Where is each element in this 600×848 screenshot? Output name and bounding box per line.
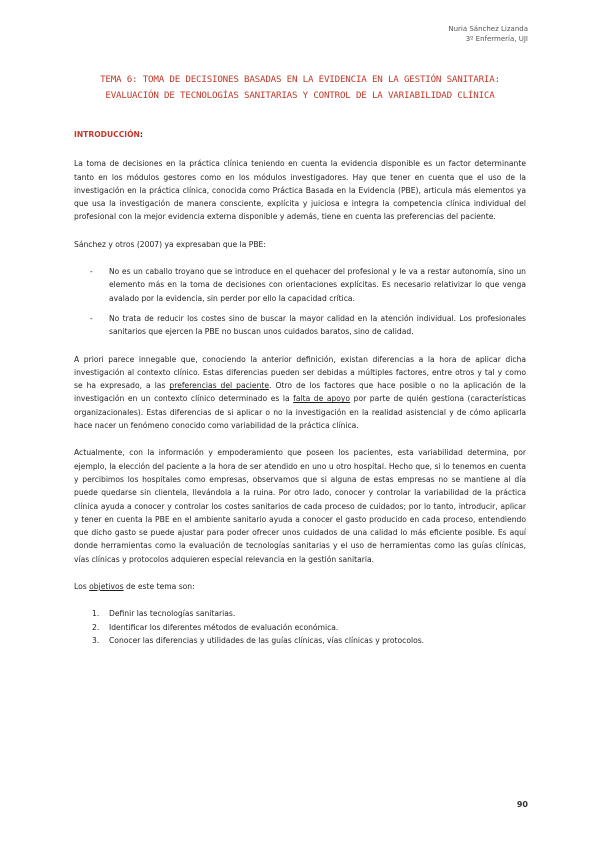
objective-text: Conocer las diferencias y utilidades de las guías clínicas, vías clínicas y protocolos. bbox=[109, 635, 425, 645]
page-number: 90 bbox=[516, 800, 528, 809]
paragraph-4: Actualmente, con la información y empoderamiento que poseen los pacientes, esta variabilidad determina, por ejemplo, la elección del paciente a la hora de ser atendido en uno u otro hospital. Hecho que, si lo tenemos en cuenta y percibimos los hospitales como empresas, observamos que si alguna de estas empresas no se mantiene al día puede quedarse sin clientela, llevándola a la ruina. Por otro lado, conocer y controlar la variabilidad de la práctica clínica ayuda a conocer y controlar los costes sanitarios de cada proceso de cuidados; por lo tanto, introducir, aplicar y tener en cuenta la PBE en el ambiente sanitario ayuda a conocer el gasto producido en cada proceso, entendiendo que dicho gasto se puede ajustar para poder ofrecer unos cuidados de una calidad lo más eficiente posible. Es aquí donde herramientas como la evaluación de tecnologías sanitarias y el uso de herramientas como las guías clínicas, vías clínicas y protocolos adquieren especial relevancia en la gestión sanitaria. bbox=[74, 448, 526, 564]
author-name: Nuria Sánchez Lizanda bbox=[448, 25, 528, 33]
paragraph-1: La toma de decisiones en la práctica clínica teniendo en cuenta la evidencia disponible es un factor determinante tanto en los módulos gestores como en los módulos investigadores. Hay que tener en cuenta que el uso de la investigación en la práctica clínica, conocida como Práctica Basada en la Evidencia (PBE), articula más elementos ya que usa la investigación de manera consciente, explícita y juiciosa e integra la competencia clínica individual del profesional con la mejor evidencia externa disponible y además, tiene en cuenta las preferencias del paciente. bbox=[74, 159, 526, 222]
list-item bbox=[74, 607, 526, 620]
list-number: 1. bbox=[92, 609, 100, 619]
list-item bbox=[74, 634, 526, 647]
course-name: 3º Enfermería, UJI bbox=[465, 35, 528, 43]
paragraph-3 bbox=[74, 353, 526, 433]
paragraph-3-part-3: por parte de quién gestiona (características organizacionales). Estas diferencias de si aplicar o no la investigación en la realidad asistencial y de cómo aplicarla hace nacer un fenómeno conocido como variabilidad de la práctica clínica. bbox=[74, 394, 526, 431]
bullet-text: No es un caballo troyano que se introduce en el quehacer del profesional y le va a restar autonomía, sino un elemento más en la toma de decisiones con orientaciones explícitas. Es necesario relativizar lo que venga avalado por la evidencia, sin perder por ello la capacidad crítica. bbox=[109, 267, 526, 303]
list-item bbox=[74, 312, 526, 339]
section-heading bbox=[74, 128, 526, 141]
list-item bbox=[74, 621, 526, 634]
pbe-bullet-list bbox=[74, 265, 526, 338]
objective-text: Identificar los diferentes métodos de evaluación económica. bbox=[109, 622, 339, 632]
paragraph-3-part-1: A priori parece innegable que, conociendo la anterior definición, existan diferencias a la hora de aplicar dicha investigación al contexto clínico. Estas diferencias pueden ser debidas a múltiples factores, entre otros y tal y como se ha expresado, a las bbox=[74, 354, 526, 391]
paragraph-2: Sánchez y otros (2007) ya expresaban que la PBE: bbox=[74, 239, 266, 249]
objectives-list bbox=[74, 607, 526, 647]
list-number: 3. bbox=[92, 635, 100, 645]
paragraph-3-part-2: . Otro de los factores que hace posible o no la aplicación de la investigación en un contexto clínico determinado es la bbox=[74, 381, 527, 404]
paragraph-5-after: de este tema son: bbox=[123, 582, 195, 592]
bullet-marker: - bbox=[90, 267, 93, 277]
bullet-text: No trata de reducir los costes sino de buscar la mayor calidad en la atención individual. Los profesionales sanitarios que ejercen la PBE no buscan unos cuidados baratos, sino de calidad. bbox=[109, 313, 526, 337]
list-item bbox=[74, 265, 526, 305]
page-header bbox=[448, 24, 528, 44]
paragraph-5 bbox=[74, 580, 526, 593]
document-title: TEMA 6: TOMA DE DECISIONES BASADAS EN LA EVIDENCIA EN LA GESTIÓN SANITARIA: EVALUACIÓN DE TECNOLOGÍAS SANITARIAS Y CONTROL DE LA VARIABILIDAD CLÍNICA bbox=[100, 74, 500, 101]
underlined-term-preferencias: preferencias del paciente bbox=[169, 381, 270, 391]
objective-text: Definir las tecnologías sanitarias. bbox=[109, 609, 236, 619]
document-body bbox=[74, 128, 526, 647]
underlined-term-falta-de-apoyo: falta de apoyo bbox=[293, 394, 351, 404]
section-heading-colon: : bbox=[139, 130, 143, 139]
paragraph-5-before: Los bbox=[74, 582, 90, 592]
list-number: 2. bbox=[92, 622, 100, 632]
underlined-term-objetivos: objetivos bbox=[89, 582, 124, 592]
bullet-marker: - bbox=[90, 313, 93, 323]
section-heading-text: INTRODUCCIÓN bbox=[74, 130, 140, 139]
